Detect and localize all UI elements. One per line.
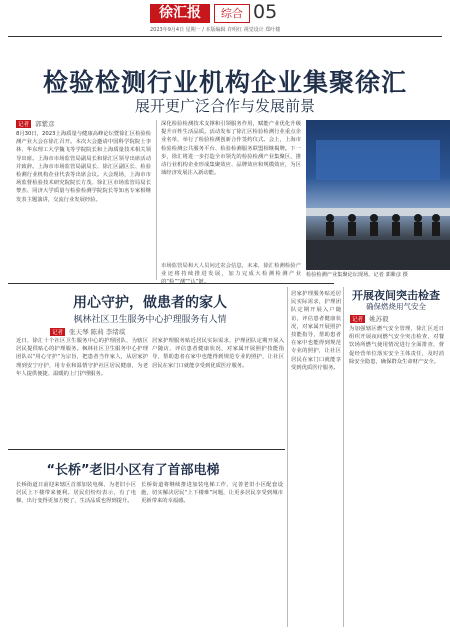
sidebar-byline xyxy=(350,314,389,323)
byline-tag: 记者 xyxy=(18,122,30,128)
feature-bottom-rule xyxy=(8,449,285,450)
feature-continued-col: 居家护理服务贴近居民实际需求，护理团队定期开展入户随访，评估患者健康状况，对家属开展照护技能指导，帮助患者在家中也能得到规范专业的照护，让社区居民在家门口就能享受到优质医疗服务。 xyxy=(291,291,341,371)
lead-body-col2: 深化检验检测技术支撑和引领服务作用，赋能产业优化升级提升百姓生活品质。活动发布了徐汇区检验检测行业重点企业名单，举行了检验检测创新合作签约仪式。会上，上海市检验检测公共服务平台、检验检测服务联盟相继揭牌。下一步，徐汇将进一步打造全市领先的检验检测产业集聚区，推动行业机构企业形成集聚效应、品牌效应和规模效应，为区域经济发展注入新动能。 xyxy=(161,121,301,177)
forum-photo xyxy=(306,120,450,270)
feature-body-col2: 居家护理服务贴近居民实际需求，护理团队定期开展入户随访，评估患者健康状况，对家属开展照护技能指导，帮助患者在家中也能得到规范专业的照护，让社区居民在家门口就能享受到优质医疗服务。 xyxy=(152,338,284,369)
byline-name: 郭紫彦 xyxy=(35,120,55,128)
masthead-rule xyxy=(8,36,442,37)
sidebar-headline: 开展夜间突击检查 xyxy=(352,289,440,302)
lead-headline: 检验检测行业机构企业集聚徐汇 xyxy=(42,68,407,97)
elevator-body-col1: 长桥街道日前迎来辖区首部加装电梯，为老旧小区居民上下楼带来便利。居民们纷纷表示，有了电梯，出行变得更加方便了，生活品质也得到提升。 xyxy=(16,482,136,505)
masthead-brand: 徐汇报 xyxy=(150,4,210,23)
sidebar-byline-tag: 记者 xyxy=(352,317,364,323)
feature-title: 用心守护，做患者的家人 xyxy=(73,295,227,311)
sidebar-byline-name: 姚苏毅 xyxy=(369,315,389,323)
page-number: 05 xyxy=(253,1,278,23)
feature-body-col1: 近日，徐汇十个社区卫生服务中心的护理团队，为辖区居民提供贴心的护理服务。枫林社区卫生服务中心护理团队以“用心守护”为宗旨，把患者当作家人，从居家护理到安宁疗护，用专业和温情守护社区居民健康，为老年人提供便捷、温暖的上门护理服务。 xyxy=(16,338,148,377)
lead-subheadline: 展开更广泛合作与发展前景 xyxy=(134,97,315,115)
dateline: 2023年9月4日 星期一 / 本版编辑 许明红 视觉设计 郑叶楼 xyxy=(150,27,281,33)
lead-byline xyxy=(16,119,55,128)
feature-subtitle: 枫林社区卫生服务中心护理服务有人情 xyxy=(73,315,227,325)
elevator-body-col2: 长桥街道将继续推进加装电梯工作，完善老旧小区配套设施，切实解决居民“上下楼难”问题，让更多居民享受到城市更新带来的幸福感。 xyxy=(141,482,283,505)
feature-byline-tag: 记者 xyxy=(52,330,64,336)
elevator-story-title: “长桥”老旧小区有了首部电梯 xyxy=(46,463,220,478)
lead-body-col1: 8月30日，2023上海质量与健康高峰论坛暨徐汇区检验检测产业大会在徐汇召开。本次大会邀请中国科学院院士李林、华东理工大学魏飞等学院院长和上海质量技术相关领导出席。上海市市场监管局副局长和徐汇区领导出席活动并致辞。上海市市场监管局副局长、徐汇区副区长、检验检测行业机构企业代表等出席会议。大会现场，上海市市场监督检验技术研究院院长方茂、徐汇区市场监管局局长黎杰、同济大学质量与检验检测学院院长等知名专家相继发表主题演讲，交流行业发展经验。 xyxy=(16,131,151,203)
column-divider xyxy=(156,120,157,280)
sidebar-body: 为加强辖区燃气安全管理，徐汇区近日组织开展夜间燃气安全突击检查，对餐饮场所燃气使用情况进行全面排查，督促经营单位落实安全主体责任，及时消除安全隐患，确保群众生命财产安全。 xyxy=(349,326,444,365)
column-divider-right xyxy=(287,287,288,627)
sidebar-divider xyxy=(343,287,344,627)
stage-scene-illustration xyxy=(306,120,450,270)
lead-bottom-rule xyxy=(8,283,334,284)
feature-byline-names: 张天琴 陈莉 李绪琪 xyxy=(69,328,126,336)
section-label: 综合 xyxy=(214,4,250,23)
sidebar-subheadline: 确保燃烧用气安全 xyxy=(366,302,426,311)
feature-byline xyxy=(50,327,125,336)
photo-caption: 检验检测产业集聚论坛现场。记者 郭紫彦 摄 xyxy=(306,272,408,278)
lead-body-col3: 市场监管局和大人员问过农会信息，未来，徐汇检测检验产业还将持续推进发展，加力完成大检测检测产业 xyxy=(161,263,301,278)
